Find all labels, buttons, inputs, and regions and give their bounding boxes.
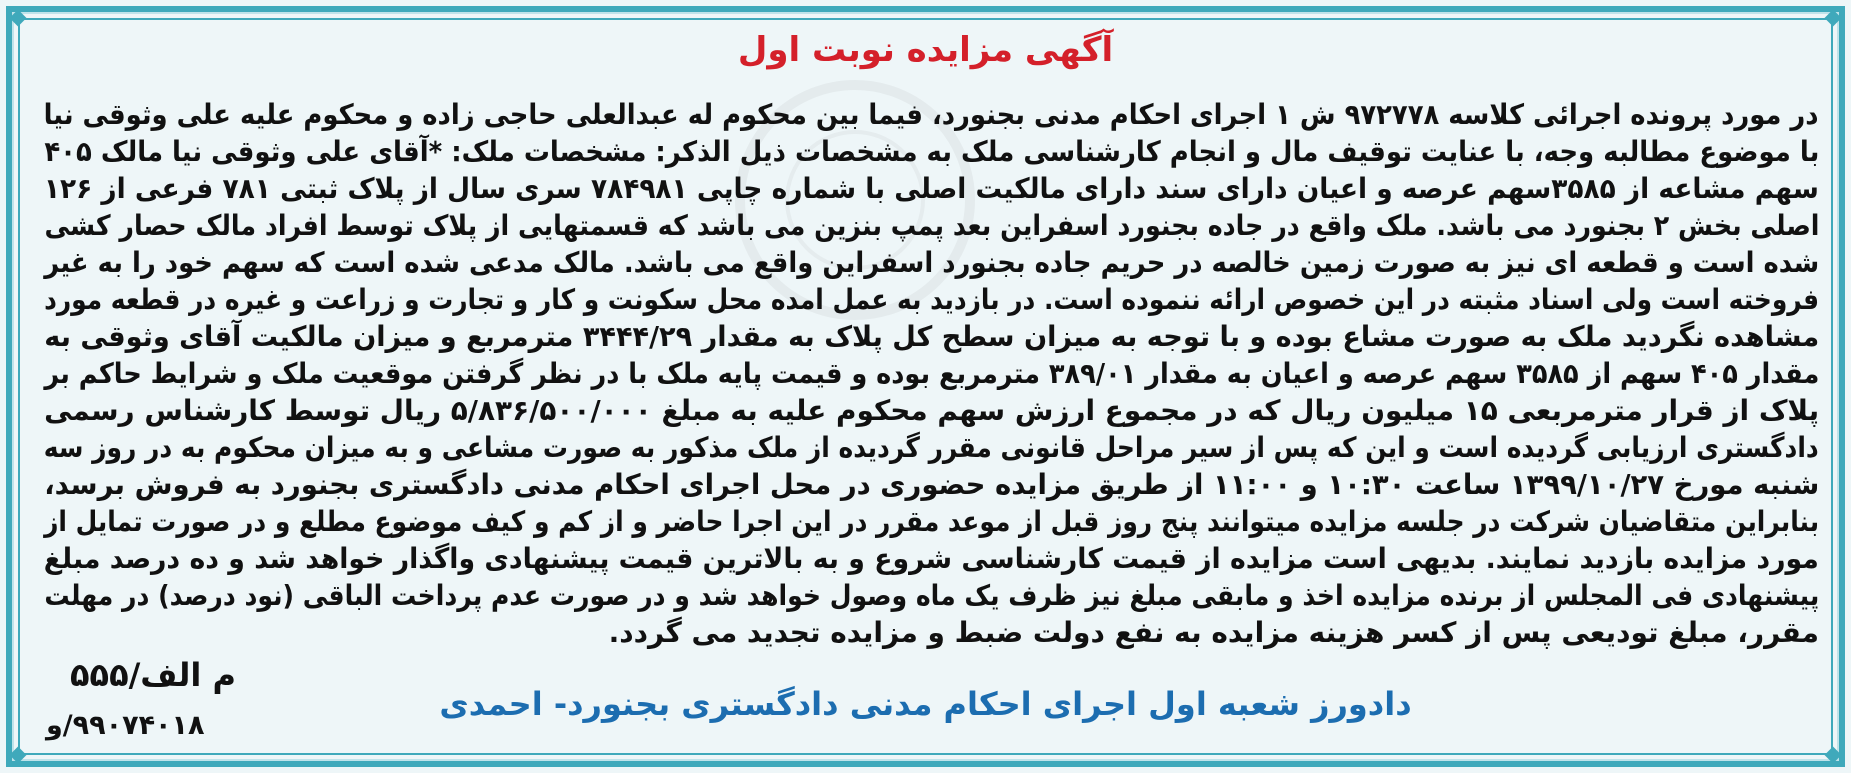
- body-line: [44, 96, 1819, 133]
- body-line-text: در مورد پرونده اجرائی کلاسه ۹۷۲۷۷۸ ش ۱ اجرای احکام مدنی بجنورد، فیما بین محکوم له عبدالعلی حاجی زاده و محکوم علیه علی وثوقی نیا: [44, 98, 1819, 131]
- body-line: [44, 355, 1819, 392]
- body-line-text: با موضوع مطالبه وجه، با عنایت توقیف مال و انجام کارشناسی ملک به مشخصات ذیل الذکر: مشخصات ملک: *آقای علی وثوقی نیا مالک ۴۰۵: [44, 135, 1820, 168]
- body-line: [44, 466, 1819, 503]
- body-line: [44, 207, 1819, 244]
- publication-code: ۹۹۰۷۴۰۱۸/و: [46, 710, 205, 741]
- body-line: [44, 577, 1819, 614]
- body-line-text: مشاهده نگردید ملک به صورت مشاع بوده و با توجه به میزان سطح کل پلاک به مقدار ۳۴۴۴/۲۹ مترمربع و میزان مالکیت آقای وثوقی به: [44, 320, 1820, 353]
- notice-body: [44, 96, 1819, 651]
- body-line: [44, 170, 1819, 207]
- body-line-text: پلاک از قرار مترمربعی ۱۵ میلیون ریال که در مجموع ارزش سهم محکوم علیه به مبلغ ۵/۸۳۶/۵۰۰/۰۰۰ ریال توسط کارشناس رسمی: [44, 394, 1819, 427]
- body-line: [44, 133, 1819, 170]
- body-line: [44, 244, 1819, 281]
- body-line-text: فروخته است ولی اسناد مثبته در این خصوص ارائه ننموده است. در بازدید به عمل امده محل سکونت و کار و تجارت و زراعت و غیره در قطعه مورد: [44, 283, 1819, 316]
- signature-line: دادورز شعبه اول اجرای احکام مدنی دادگستری بجنورد- احمدی: [439, 685, 1412, 723]
- body-line-text: مورد مزایده بازدید نمایند. بدیهی است مزایده از قیمت کارشناسی شروع و به بالاترین قیمت پیشنهادی واگذار خواهد شد و ده درصد مبلغ: [44, 542, 1819, 575]
- body-line-text: مقدار ۴۰۵ سهم از ۳۵۸۵ سهم عرصه و اعیان به مقدار ۳۸۹/۰۱ مترمربع بوده و قیمت پایه ملک با در نظر گرفتن موقعیت ملک و شرایط حاکم بر: [44, 357, 1819, 390]
- body-line: [44, 503, 1819, 540]
- body-line: [44, 281, 1819, 318]
- reference-number: م الف/۵۵۵: [70, 656, 236, 694]
- body-line-text: شده است و قطعه ای نیز به صورت زمین خالصه در حریم جاده بجنورد اسفراین واقع می باشد. مالک مدعی شده است که سهم خود را به غیر: [44, 246, 1819, 279]
- body-line-last: [44, 614, 1819, 651]
- body-line: [44, 318, 1819, 355]
- body-line-text: سهم مشاعه از ۳۵۸۵سهم عرصه و اعیان دارای سند دارای مالکیت اصلی با شماره چاپی ۷۸۴۹۸۱ سری سال از پلاک ثبتی ۷۸۱ فرعی از ۱۲۶: [44, 172, 1819, 205]
- body-line-text: بنابراین متقاضیان شرکت در جلسه مزایده میتوانند پنج روز قبل از موعد مقرر در این اجرا حاضر و از کم و کیف موضوع مطلع و در صورت تمایل از: [44, 505, 1819, 538]
- body-line-text: پیشنهادی فی المجلس از برنده مزایده اخذ و مابقی مبلغ نیز ظرف یک ماه وصول خواهد شد و در صورت عدم پرداخت الباقی (نود درصد) در مهلت: [44, 579, 1819, 612]
- body-line: [44, 429, 1819, 466]
- body-line: [44, 392, 1819, 429]
- body-line-text: شنبه مورخ ۱۳۹۹/۱۰/۲۷ ساعت ۱۰:۳۰ و ۱۱:۰۰ از طریق مزایده حضوری در محل اجرای احکام مدنی دادگستری بجنورد به فروش برسد،: [44, 468, 1819, 501]
- body-line-text: مقرر، مبلغ تودیعی پس از کسر هزینه مزایده به نفع دولت ضبط و مزایده تجدید می گردد.: [608, 616, 1819, 649]
- body-line: [44, 540, 1819, 577]
- body-line-text: دادگستری ارزیابی گردیده است و این که پس از سیر مراحل قانونی مقرر گردیده از ملک مذکور به صورت مشاعی و به میزان محکوم به در روز سه: [44, 431, 1819, 464]
- notice-title: آگهی مزایده نوبت اول: [737, 30, 1114, 70]
- body-line-text: اصلی بخش ۲ بجنورد می باشد. ملک واقع در جاده بجنورد اسفراین بعد پمپ بنزین می باشد که قسمتهایی از پلاک توسط افراد مالک حصار کشی: [44, 209, 1819, 242]
